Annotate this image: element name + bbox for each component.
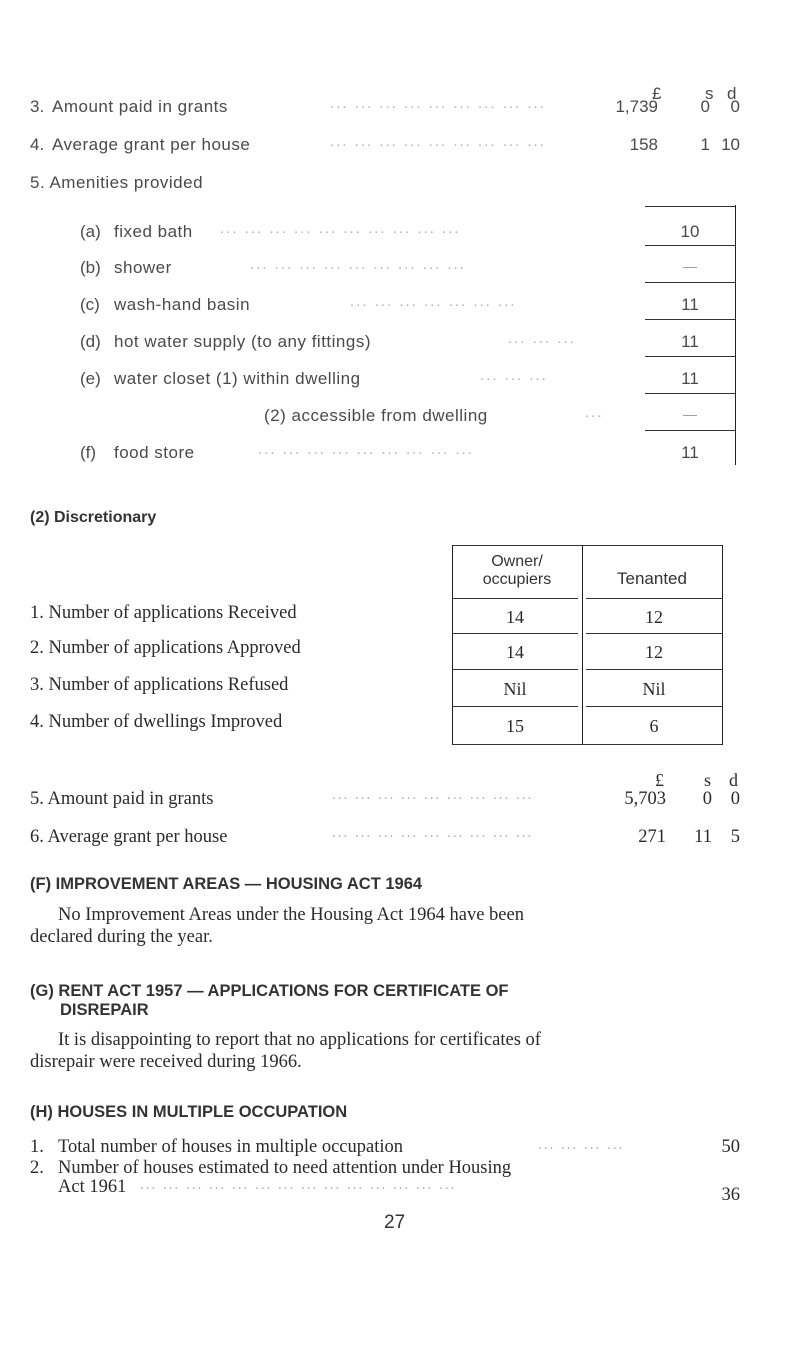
column-header-tenanted: Tenanted: [617, 569, 687, 588]
leader-dots: ... ... ... ...: [538, 1137, 625, 1153]
amenity-key: (b): [80, 258, 101, 277]
section-g-body-line: disrepair were received during 1966.: [30, 1052, 302, 1072]
section-h-item-label-cont: Act 1961: [58, 1177, 127, 1197]
grant-pounds: 1,739: [615, 97, 658, 116]
discretionary-row-label: 1. Number of applications Received: [30, 603, 297, 623]
leader-dots: ...: [585, 404, 604, 421]
currency-shillings-header: s: [705, 84, 714, 103]
amenities-heading: 5. Amenities provided: [30, 173, 204, 192]
leader-dots: ... ... ... ... ... ... ... ... ...: [250, 256, 466, 273]
table-rule: [452, 598, 578, 599]
currency-pounds-header: £: [655, 770, 664, 790]
discretionary-row-label: 3. Number of applications Refused: [30, 675, 289, 695]
amenity-value: 10: [680, 222, 700, 241]
table-rule: [452, 669, 578, 670]
owner-cell: 14: [506, 642, 524, 662]
section-h-heading: (H) HOUSES IN MULTIPLE OCCUPATION: [30, 1103, 348, 1121]
owner-cell: 15: [506, 716, 524, 736]
section-h-item-label: Number of houses estimated to need attention under Housing: [58, 1158, 512, 1178]
section-f-heading: (F) IMPROVEMENT AREAS — HOUSING ACT 1964: [30, 875, 423, 893]
leader-dots: ... ... ... ... ... ... ... ... ...: [258, 441, 474, 458]
amenity-key: (c): [80, 295, 100, 314]
table-rule: [452, 744, 722, 745]
amenity-value: —: [683, 258, 697, 274]
amenity-key: (e): [80, 369, 101, 388]
tenanted-cell: Nil: [642, 679, 666, 699]
section-h-item-value: 36: [721, 1185, 740, 1205]
leader-dots: ... ... ... ... ... ... ... ... ...: [332, 787, 534, 803]
grant-pounds: 158: [629, 135, 658, 154]
amenity-value: 11: [681, 332, 699, 351]
tenanted-cell: 6: [649, 716, 659, 736]
grant-row-number: 4.: [30, 135, 45, 154]
page-number: 27: [384, 1212, 406, 1233]
discretionary-row-label: 4. Number of dwellings Improved: [30, 712, 283, 732]
section-g-heading: (G) RENT ACT 1957 — APPLICATIONS FOR CERTIFICATE OF: [30, 982, 509, 1000]
leader-dots: ... ... ... ... ... ... ...: [350, 293, 517, 310]
money-row-label: 6. Average grant per house: [30, 827, 228, 847]
amenity-key: (a): [80, 222, 101, 241]
grant-shillings: 1: [700, 135, 710, 154]
grant-row-number: 3.: [30, 97, 45, 116]
money-shillings: 0: [702, 789, 712, 809]
leader-dots: ... ... ...: [480, 367, 548, 384]
tenanted-cell: 12: [645, 607, 663, 627]
grant-row-label: Average grant per house: [52, 135, 251, 154]
table-rule: [645, 430, 735, 431]
table-rule: [645, 319, 735, 320]
grant-pence: 0: [730, 97, 740, 116]
table-rule: [586, 633, 722, 634]
currency-pounds-header: £: [652, 84, 662, 103]
amenity-label: fixed bath: [114, 222, 193, 241]
table-rule: [645, 356, 735, 357]
owner-cell: Nil: [503, 679, 527, 699]
leader-dots: ... ... ... ... ... ... ... ... ... ...: [220, 220, 461, 237]
section-f-body-line: No Improvement Areas under the Housing Act 1964 have been: [58, 905, 524, 925]
discretionary-row-label: 2. Number of applications Approved: [30, 638, 301, 658]
table-rule: [645, 206, 735, 207]
table-rule: [645, 245, 735, 246]
table-rule: [586, 598, 722, 599]
money-row-label: 5. Amount paid in grants: [30, 789, 214, 809]
table-border: [722, 545, 723, 745]
amenity-value: —: [683, 406, 697, 422]
currency-shillings-header: s: [704, 770, 712, 790]
money-pounds: 5,703: [624, 789, 666, 809]
section-h-item-value: 50: [721, 1137, 740, 1157]
money-pence: 0: [730, 789, 740, 809]
column-header-owner: Owner/ occupiers: [482, 553, 552, 588]
table-rule: [452, 633, 578, 634]
section-h-item-number: 2.: [30, 1158, 44, 1178]
amenity-value: 11: [681, 295, 699, 314]
owner-cell: 14: [506, 607, 524, 627]
section-h-item-label: Total number of houses in multiple occupation: [58, 1137, 403, 1157]
money-pence: 5: [730, 827, 740, 847]
table-rule: [645, 282, 735, 283]
grant-pence: 10: [721, 135, 740, 154]
currency-pence-header: d: [729, 770, 738, 790]
amenity-label: wash-hand basin: [114, 295, 251, 314]
amenity-value: 11: [681, 369, 699, 388]
table-rule: [586, 669, 722, 670]
leader-dots: ... ... ... ... ... ... ... ... ...: [330, 95, 546, 112]
grant-shillings: 0: [700, 97, 710, 116]
leader-dots: ... ... ... ... ... ... ... ... ...: [332, 825, 534, 841]
table-rule: [645, 393, 735, 394]
discretionary-heading: (2) Discretionary: [30, 509, 157, 526]
money-pounds: 271: [638, 827, 666, 847]
grant-row-label: Amount paid in grants: [52, 97, 228, 116]
amenity-label: shower: [114, 258, 172, 277]
currency-pence-header: d: [727, 84, 737, 103]
amenity-label: (2) accessible from dwelling: [264, 406, 488, 425]
table-rule: [452, 545, 722, 546]
section-g-body-line: It is disappointing to report that no applications for certificates of: [58, 1030, 541, 1050]
table-border: [735, 205, 736, 465]
amenity-value: 11: [681, 443, 699, 462]
amenity-label: water closet (1) within dwelling: [114, 369, 361, 388]
amenity-key: (d): [80, 332, 101, 351]
section-f-body-line: declared during the year.: [30, 927, 213, 947]
leader-dots: ... ... ...: [508, 330, 576, 347]
tenanted-cell: 12: [645, 642, 663, 662]
section-g-heading-cont: DISREPAIR: [60, 1001, 149, 1019]
amenity-label: food store: [114, 443, 195, 462]
money-shillings: 11: [694, 827, 712, 847]
amenity-key: (f): [80, 443, 97, 462]
leader-dots: ... ... ... ... ... ... ... ... ...: [330, 133, 546, 150]
amenity-label: hot water supply (to any fittings): [114, 332, 372, 351]
section-h-item-number: 1.: [30, 1137, 44, 1157]
table-rule: [452, 706, 578, 707]
leader-dots: ... ... ... ... ... ... ... ... ... ... ... ... ... ...: [140, 1177, 457, 1193]
table-rule: [586, 706, 722, 707]
